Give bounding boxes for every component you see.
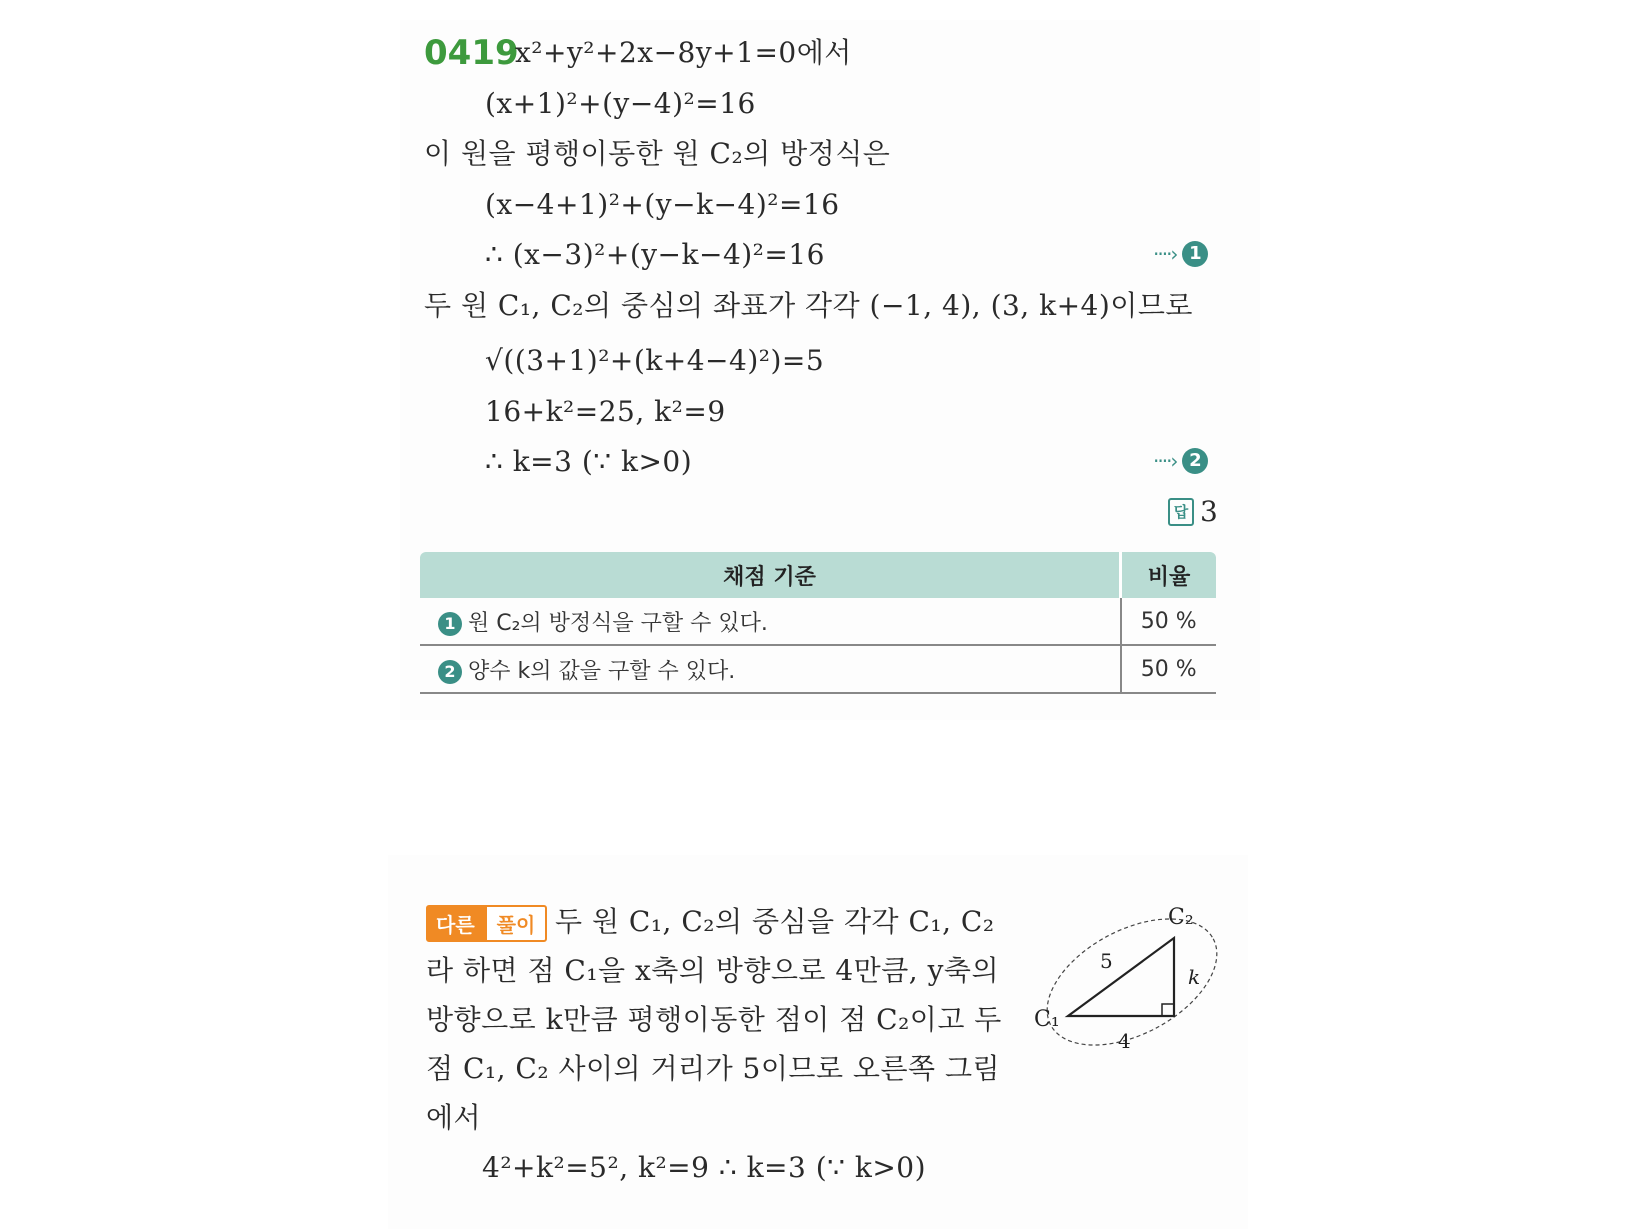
- alt-line-4: 점 C₁, C₂ 사이의 거리가 5이므로 오른쪽 그림: [426, 1052, 1001, 1085]
- label-height: k: [1188, 965, 1201, 989]
- step-marker-2: [1153, 448, 1208, 474]
- badge-right: 풀이: [485, 905, 548, 942]
- criterion-cell: [420, 598, 1121, 645]
- table-row: [420, 598, 1216, 645]
- problem-number: 0419: [424, 33, 519, 73]
- dots-arrow-icon: ····›: [1153, 242, 1177, 266]
- circled-number-1: 1: [1182, 241, 1208, 267]
- solution-line-2: (x+1)²+(y−4)²=16: [485, 87, 756, 120]
- badge-left: 다른: [426, 905, 485, 942]
- label-c2: C₂: [1168, 905, 1194, 930]
- alt-line-3: 방향으로 k만큼 평행이동한 점이 점 C₂이고 두: [426, 1003, 1002, 1036]
- alt-solution-badge: [426, 905, 547, 942]
- answer-value: 3: [1200, 495, 1219, 528]
- label-c1: C₁: [1034, 1007, 1060, 1032]
- label-hypotenuse: 5: [1100, 949, 1113, 973]
- alt-line-1: 두 원 C₁, C₂의 중심을 각각 C₁, C₂: [555, 905, 995, 938]
- alt-line-2: 라 하면 점 C₁을 x축의 방향으로 4만큼, y축의: [426, 954, 999, 987]
- alt-line-6: 4²+k²=5², k²=9 ∴ k=3 (∵ k>0): [482, 1151, 927, 1184]
- dots-arrow-icon: ····›: [1153, 449, 1177, 473]
- solution-line-3: 이 원을 평행이동한 원 C₂의 방정식은: [424, 137, 891, 170]
- criterion-text: 양수 k의 값을 구할 수 있다.: [468, 658, 736, 684]
- alt-line-5: 에서: [426, 1101, 482, 1134]
- answer: [1168, 494, 1218, 530]
- ratio-cell: 50 %: [1121, 645, 1217, 693]
- triangle-diagram: [1028, 898, 1228, 1058]
- circled-number-1: 1: [438, 612, 462, 636]
- solution-line-8: 16+k²=25, k²=9: [485, 395, 726, 428]
- criterion-cell: [420, 645, 1121, 693]
- criterion-text: 원 C₂의 방정식을 구할 수 있다.: [468, 610, 768, 636]
- header-criteria: 채점 기준: [420, 552, 1121, 598]
- answer-icon: 답: [1168, 498, 1194, 526]
- header-ratio: 비율: [1121, 552, 1217, 598]
- scoring-table: [420, 552, 1216, 694]
- right-triangle: [1068, 938, 1174, 1016]
- label-base: 4: [1118, 1029, 1131, 1053]
- table-row: [420, 645, 1216, 693]
- right-angle-mark: [1162, 1004, 1174, 1016]
- solution-line-7: √((3+1)²+(k+4−4)²)=5: [485, 344, 825, 377]
- solution-line-6: 두 원 C₁, C₂의 중심의 좌표가 각각 (−1, 4), (3, k+4)이므로: [424, 289, 1193, 322]
- circled-number-2: 2: [1182, 448, 1208, 474]
- circled-number-2: 2: [438, 660, 462, 684]
- solution-line-4: (x−4+1)²+(y−k−4)²=16: [485, 188, 840, 221]
- solution-line-1: x²+y²+2x−8y+1=0에서: [515, 36, 852, 69]
- solution-line-5: ∴ (x−3)²+(y−k−4)²=16: [485, 238, 825, 271]
- step-marker-1: [1153, 241, 1208, 267]
- solution-line-9: ∴ k=3 (∵ k>0): [485, 445, 693, 478]
- ratio-cell: 50 %: [1121, 598, 1217, 645]
